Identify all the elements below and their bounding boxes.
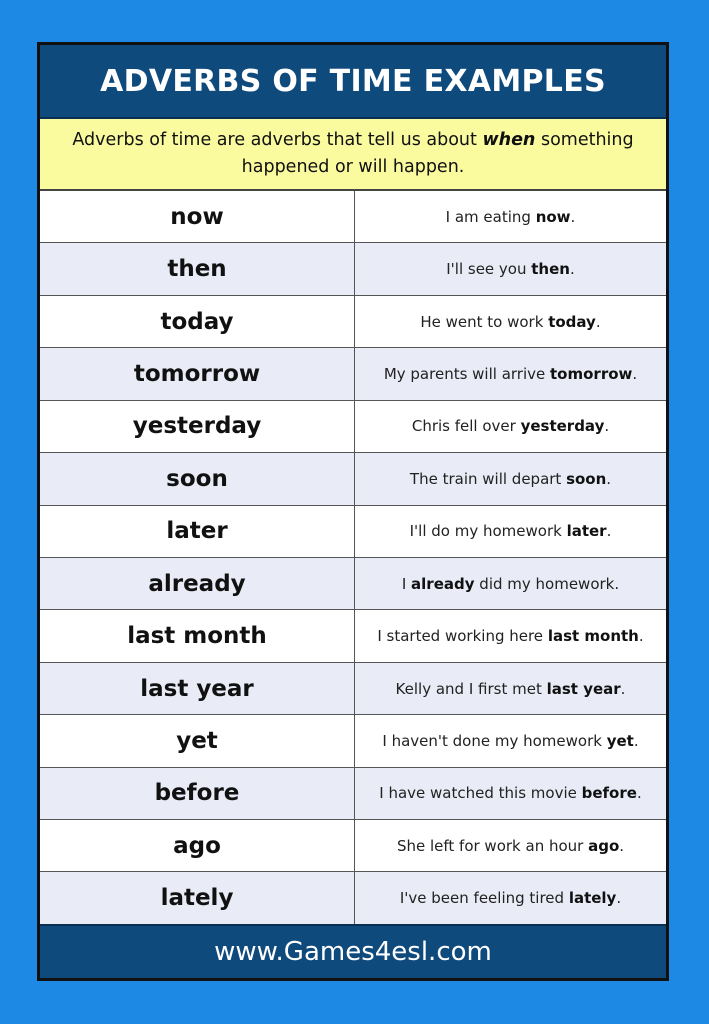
example-pre: I've been feeling tired	[399, 889, 569, 908]
example-adverb: ago	[588, 836, 620, 855]
example-sentence	[355, 296, 666, 347]
table-row	[40, 348, 666, 400]
example-post: .	[638, 627, 644, 646]
table-row	[40, 506, 666, 558]
adverb-word: then	[40, 243, 355, 294]
example-adverb: today	[548, 312, 596, 331]
example-sentence	[355, 820, 666, 871]
intro-text	[40, 119, 666, 191]
adverb-table	[40, 191, 666, 924]
table-row	[40, 296, 666, 348]
example-sentence	[355, 610, 666, 661]
example-adverb: yesterday	[520, 417, 605, 436]
example-post: .	[606, 469, 612, 488]
adverb-word: today	[40, 296, 355, 347]
example-sentence	[355, 715, 666, 766]
example-pre: I am eating	[445, 207, 536, 226]
example-post: did my homework.	[474, 574, 620, 593]
adverb-word: lately	[40, 872, 355, 923]
table-row	[40, 558, 666, 610]
example-sentence	[355, 768, 666, 819]
table-row	[40, 610, 666, 662]
example-pre: Chris fell over	[411, 417, 521, 436]
example-pre: Kelly and I first met	[395, 679, 547, 698]
example-pre: He went to work	[420, 312, 549, 331]
adverb-word: before	[40, 768, 355, 819]
table-row	[40, 191, 666, 243]
example-post: .	[570, 207, 576, 226]
example-post: .	[604, 417, 610, 436]
example-sentence	[355, 348, 666, 399]
example-sentence	[355, 558, 666, 609]
example-post: .	[632, 364, 638, 383]
example-post: .	[636, 784, 642, 803]
example-pre: I started working here	[377, 627, 548, 646]
example-pre: I'll do my homework	[409, 522, 567, 541]
adverb-word: last month	[40, 610, 355, 661]
intro-after: something happened or will happen.	[241, 130, 634, 177]
example-pre: The train will depart	[409, 469, 567, 488]
example-adverb: lately	[568, 889, 617, 908]
example-sentence	[355, 663, 666, 714]
intro-emphasis: when	[482, 130, 536, 150]
example-adverb: last year	[546, 679, 621, 698]
adverb-word: last year	[40, 663, 355, 714]
adverb-word: ago	[40, 820, 355, 871]
example-post: .	[620, 679, 626, 698]
example-sentence	[355, 243, 666, 294]
table-row	[40, 768, 666, 820]
example-post: .	[633, 731, 639, 750]
example-adverb: already	[411, 574, 475, 593]
example-sentence	[355, 872, 666, 923]
example-pre: I	[401, 574, 412, 593]
example-post: .	[619, 836, 625, 855]
example-adverb: yet	[606, 731, 634, 750]
table-row	[40, 820, 666, 872]
example-post: .	[616, 889, 622, 908]
page-title: ADVERBS OF TIME EXAMPLES	[40, 45, 666, 119]
example-adverb: last month	[547, 627, 639, 646]
adverb-word: yesterday	[40, 401, 355, 452]
example-sentence	[355, 401, 666, 452]
adverb-word: soon	[40, 453, 355, 504]
example-adverb: now	[535, 207, 571, 226]
example-adverb: then	[531, 260, 570, 279]
example-sentence	[355, 191, 666, 242]
table-row	[40, 243, 666, 295]
table-row	[40, 401, 666, 453]
example-adverb: before	[581, 784, 637, 803]
example-sentence	[355, 453, 666, 504]
example-adverb: later	[566, 522, 607, 541]
adverb-word: yet	[40, 715, 355, 766]
adverb-word: later	[40, 506, 355, 557]
example-adverb: soon	[566, 469, 607, 488]
table-row	[40, 715, 666, 767]
example-pre: My parents will arrive	[383, 364, 551, 383]
example-post: .	[606, 522, 612, 541]
example-pre: I'll see you	[446, 260, 532, 279]
example-pre: She left for work an hour	[396, 836, 589, 855]
example-adverb: tomorrow	[550, 364, 633, 383]
footer-url: www.Games4esl.com	[40, 924, 666, 978]
example-post: .	[595, 312, 601, 331]
adverb-word: tomorrow	[40, 348, 355, 399]
adverb-word: already	[40, 558, 355, 609]
adverb-word: now	[40, 191, 355, 242]
example-pre: I haven't done my homework	[382, 731, 607, 750]
table-row	[40, 872, 666, 923]
example-sentence	[355, 506, 666, 557]
intro-before: Adverbs of time are adverbs that tell us about	[72, 130, 483, 150]
adverbs-card	[37, 42, 669, 981]
table-row	[40, 453, 666, 505]
example-pre: I have watched this movie	[379, 784, 582, 803]
table-row	[40, 663, 666, 715]
example-post: .	[569, 260, 575, 279]
